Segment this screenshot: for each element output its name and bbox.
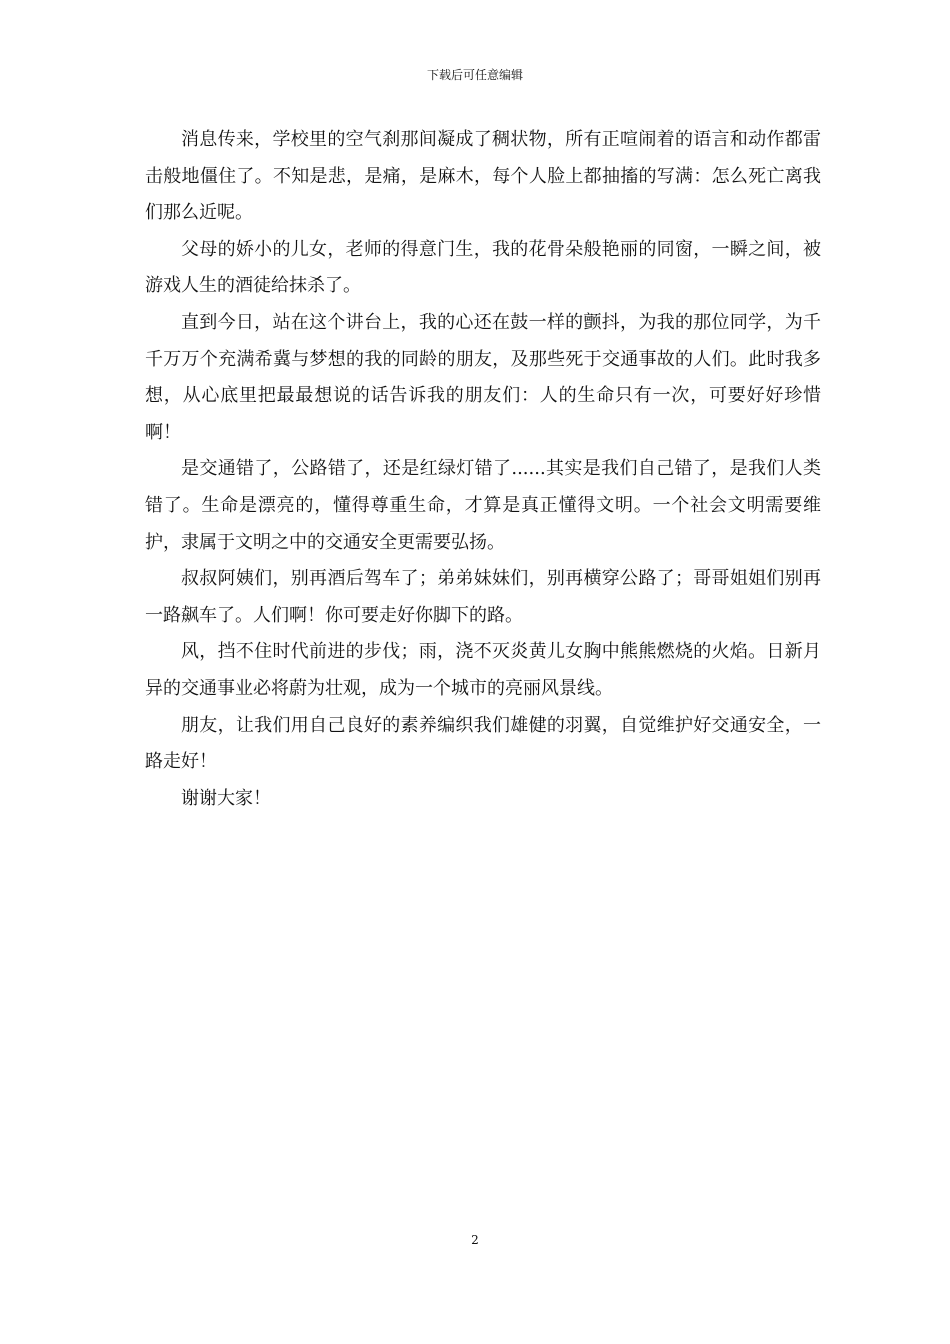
document-body	[145, 122, 821, 817]
paragraph: 朋友，让我们用自己良好的素养编织我们雄健的羽翼，自觉维护好交通安全，一路走好！	[145, 714, 821, 773]
paragraph: 叔叔阿姨们，别再酒后驾车了；弟弟妹妹们，别再横穿公路了；哥哥姐姐们别再一路飙车了。人们啊！你可要走好你脚下的路。	[145, 568, 821, 626]
paragraph: 父母的娇小的儿女，老师的得意门生，我的花骨朵般艳丽的同窗，一瞬之间，被游戏人生的酒徒给抹杀了。	[145, 238, 821, 297]
paragraph: 直到今日，站在这个讲台上，我的心还在鼓一样的颤抖，为我的那位同学，为千千万万个充满希冀与梦想的我的同龄的朋友，及那些死于交通事故的人们。此时我多想，从心底里把最最想说的话告诉我的朋友们：人的生命只有一次，可要好好珍惜啊！	[145, 311, 821, 443]
paragraph: 消息传来，学校里的空气刹那间凝成了稠状物，所有正喧闹着的语言和动作都雷击般地僵住了。不知是悲，是痛，是麻木，每个人脸上都抽搐的写满：怎么死亡离我们那么近呢。	[145, 129, 821, 224]
page-header: 下载后可任意编辑	[426, 68, 523, 82]
paragraph: 风，挡不住时代前进的步伐；雨，浇不灭炎黄儿女胸中熊熊燃烧的火焰。日新月异的交通事业必将蔚为壮观，成为一个城市的亮丽风景线。	[145, 641, 821, 699]
page-number: 2	[471, 1233, 479, 1247]
paragraph: 是交通错了，公路错了，还是红绿灯错了......其实是我们自己错了，是我们人类错了。生命是漂亮的，懂得尊重生命，才算是真正懂得文明。一个社会文明需要维护，隶属于文明之中的交通安全更需要弘扬。	[145, 458, 821, 553]
paragraph: 谢谢大家！	[181, 787, 271, 809]
